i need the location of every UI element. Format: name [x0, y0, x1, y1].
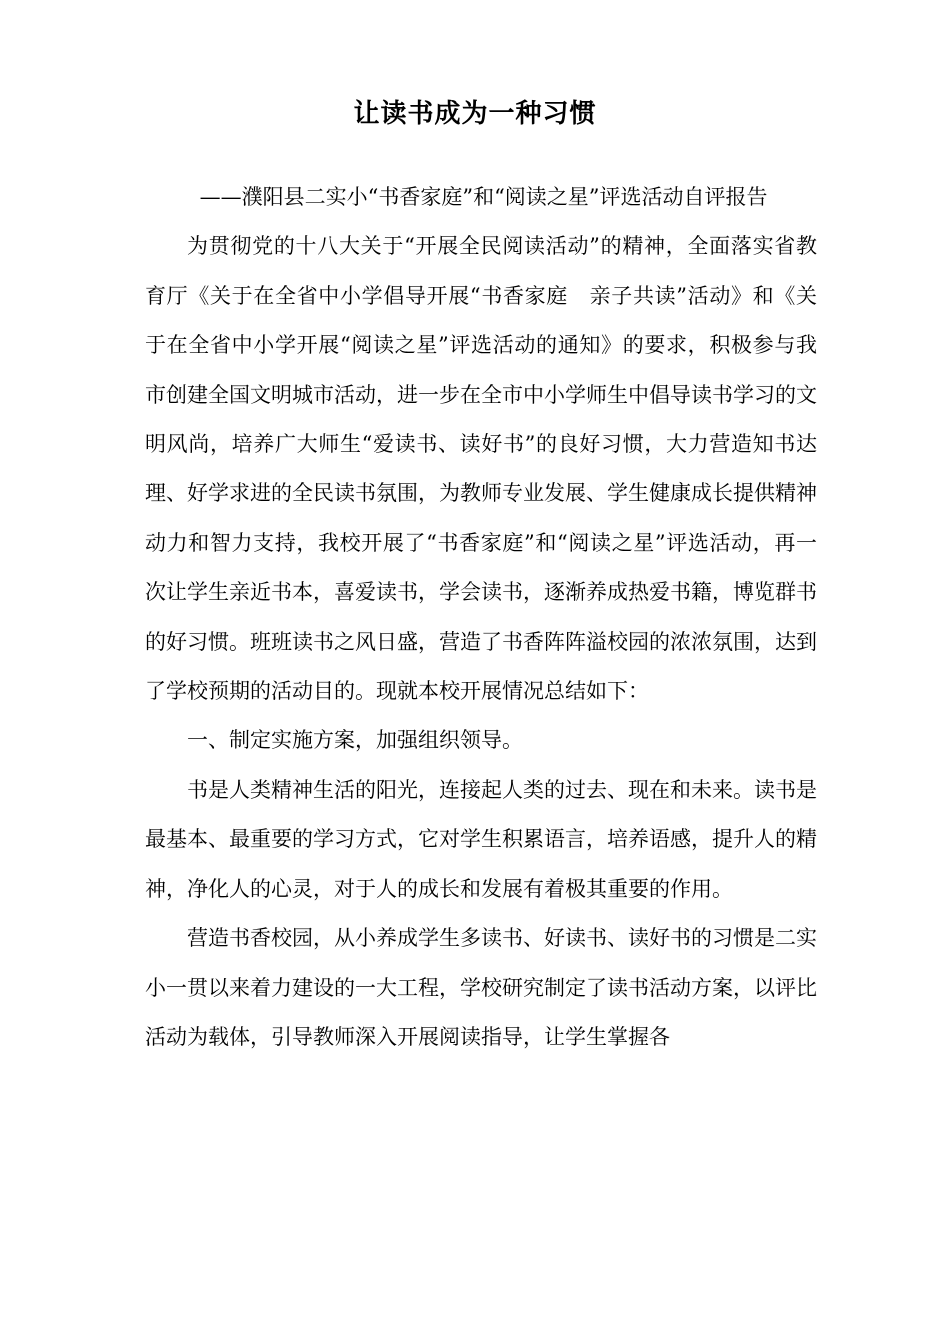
- body-paragraph: 营造书香校园，从小养成学生多读书、好读书、读好书的习惯是二实小一贯以来着力建设的一大工程，学校研究制定了读书活动方案，以评比活动为载体，引导教师深入开展阅读指导，让学生掌握各: [145, 926, 817, 1049]
- document-body: [145, 173, 817, 1062]
- intro-paragraph: 为贯彻党的十八大关于“开展全民阅读活动”的精神，全面落实省教育厅《关于在全省中小学倡导开展“书香家庭 亲子共读”活动》和《关于在全省中小学开展“阅读之星”评选活动的通知》的要求，积极参与我市创建全国文明城市活动，进一步在全市中小学师生中倡导读书学习的文明风尚，培养广大师生“爱读书、读好书”的良好习惯，大力营造知书达理、好学求进的全民读书氛围，为教师专业发展、学生健康成长提供精神动力和智力支持，我校开展了“书香家庭”和“阅读之星”评选活动，再一次让学生亲近书本，喜爱读书，学会读书，逐渐养成热爱书籍，博览群书的好习惯。班班读书之风日盛，营造了书香阵阵溢校园的浓浓氛围，达到了学校预期的活动目的。现就本校开展情况总结如下：: [145, 234, 817, 704]
- subtitle-paragraph: ——濮阳县二实小“书香家庭”和“阅读之星”评选活动自评报告: [199, 185, 768, 209]
- body-paragraph: 书是人类精神生活的阳光，连接起人类的过去、现在和未来。读书是最基本、最重要的学习方式，它对学生积累语言，培养语感，提升人的精神，净化人的心灵，对于人的成长和发展有着极其重要的作用。: [145, 777, 817, 901]
- document-title: 让读书成为一种习惯: [353, 99, 597, 129]
- section-heading: 一、制定实施方案，加强组织领导。: [187, 728, 523, 753]
